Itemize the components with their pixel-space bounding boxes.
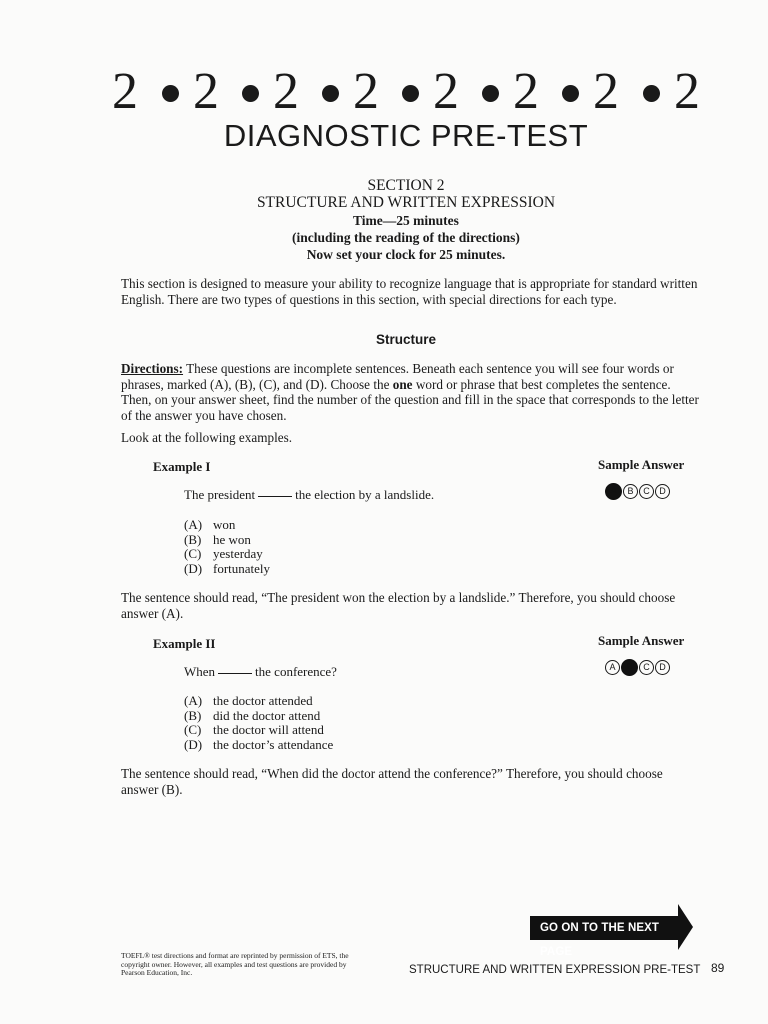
example-1-label: Example I bbox=[153, 459, 211, 474]
choice-text: the doctor’s attendance bbox=[213, 736, 334, 752]
banner-number: 2 bbox=[273, 63, 299, 120]
answer-blank bbox=[218, 673, 252, 674]
choice-item bbox=[184, 694, 333, 709]
example-1-answer-bubbles bbox=[605, 484, 670, 500]
example-2-sentence bbox=[184, 664, 337, 680]
choice-letter: (A) bbox=[184, 693, 203, 708]
choice-item bbox=[184, 738, 333, 753]
choice-letter: (C) bbox=[184, 546, 202, 562]
bubble-a: A bbox=[605, 660, 620, 675]
page-title: DIAGNOSTIC PRE-TEST bbox=[223, 118, 589, 153]
bubble-b: B bbox=[623, 484, 638, 499]
arrow-right-icon bbox=[678, 904, 693, 950]
answer-blank bbox=[258, 496, 292, 497]
choice-text: fortunately bbox=[213, 560, 271, 576]
banner-dot-icon bbox=[402, 85, 419, 102]
choice-item bbox=[184, 518, 270, 533]
directions-text: These questions are incomplete sentences. Beneath each sentence you will see four words or phrases, marked (A), (B), (C), and (D). Choose the bbox=[121, 361, 674, 392]
bubble-a: A bbox=[605, 483, 622, 500]
structure-heading: Structure bbox=[375, 332, 436, 347]
go-next-label: GO ON TO THE NEXT PAGE bbox=[530, 916, 680, 940]
choice-text: he won bbox=[213, 531, 251, 547]
sample-answer-label: Sample Answer bbox=[598, 457, 685, 472]
banner-number: 2 bbox=[353, 63, 379, 120]
bubble-d: D bbox=[655, 484, 670, 499]
choice-text: the doctor will attend bbox=[213, 722, 324, 738]
sample-answer-label: Sample Answer bbox=[598, 633, 685, 648]
directions-label: Directions: bbox=[121, 361, 184, 376]
banner-dot-icon bbox=[242, 85, 259, 102]
bubble-b: B bbox=[621, 659, 638, 676]
section-clock: Now set your clock for 25 minutes. bbox=[306, 247, 506, 262]
banner-dot-icon bbox=[322, 85, 339, 102]
directions-text: word or phrase that best completes the sentence. Then, on your answer sheet, find the number of the question and fill in the space that corresponds to the letter of the answer you have chosen. bbox=[121, 376, 699, 423]
example-1-sentence bbox=[184, 487, 434, 503]
choice-item bbox=[184, 709, 333, 724]
choice-item bbox=[184, 547, 270, 562]
look-text: Look at the following examples. bbox=[121, 430, 293, 445]
choice-item bbox=[184, 562, 270, 577]
sentence-part: The president bbox=[184, 487, 256, 502]
page-number: 89 bbox=[711, 961, 725, 975]
choice-letter: (B) bbox=[184, 707, 202, 723]
sentence-part: the conference? bbox=[255, 664, 337, 679]
bubble-c: C bbox=[639, 660, 654, 675]
choice-letter: (D) bbox=[184, 736, 203, 752]
directions-emphasis: one bbox=[392, 376, 413, 392]
example-1-explanation: The sentence should read, “The president won the election by a landslide.” Therefore, you should choose answer (A). bbox=[121, 590, 676, 621]
choice-letter: (B) bbox=[184, 531, 202, 547]
section-time: Time—25 minutes bbox=[353, 213, 459, 228]
choice-text: the doctor attended bbox=[213, 693, 313, 708]
section-including: (including the reading of the directions) bbox=[292, 230, 520, 245]
banner-dot-icon bbox=[643, 85, 660, 102]
banner-number: 2 bbox=[193, 63, 219, 120]
banner-number: 2 bbox=[593, 63, 619, 120]
sentence-part: the election by a landslide. bbox=[295, 487, 435, 502]
banner-dot-icon bbox=[162, 85, 179, 102]
directions-paragraph bbox=[121, 361, 701, 423]
banner-number: 2 bbox=[674, 63, 700, 120]
example-2-choices bbox=[184, 694, 333, 752]
choice-text: did the doctor attend bbox=[213, 707, 321, 723]
example-2-label: Example II bbox=[153, 636, 216, 651]
choice-item bbox=[184, 723, 333, 738]
section-subtitle: STRUCTURE AND WRITTEN EXPRESSION bbox=[256, 194, 556, 211]
intro-paragraph: This section is designed to measure your ability to recognize language that is appropriate for standard written English. There are two types of questions in this section, with special directions for each type. bbox=[121, 276, 698, 307]
example-2-answer-bubbles bbox=[605, 660, 670, 676]
bubble-c: C bbox=[639, 484, 654, 499]
choice-text: yesterday bbox=[213, 546, 263, 562]
example-1-choices bbox=[184, 518, 270, 576]
running-footer-title: STRUCTURE AND WRITTEN EXPRESSION PRE-TEST bbox=[409, 964, 701, 976]
banner-number: 2 bbox=[112, 63, 138, 120]
choice-letter: (D) bbox=[184, 560, 203, 576]
banner-number: 2 bbox=[513, 63, 539, 120]
section-number-banner bbox=[0, 62, 768, 122]
banner-dot-icon bbox=[562, 85, 579, 102]
example-2-explanation: The sentence should read, “When did the doctor attend the conference?” Therefore, you should choose answer (B). bbox=[121, 766, 663, 797]
choice-letter: (A) bbox=[184, 517, 203, 532]
copyright-footnote: TOEFL® test directions and format are reprinted by permission of ETS, the copyright owner. However, all examples and test questions are provided by Pearson Education, Inc. bbox=[121, 951, 349, 978]
bubble-d: D bbox=[655, 660, 670, 675]
go-next-page-arrow bbox=[530, 902, 692, 958]
choice-text: won bbox=[213, 517, 236, 532]
sentence-part: When bbox=[184, 664, 216, 679]
choice-item bbox=[184, 533, 270, 548]
banner-number: 2 bbox=[433, 63, 459, 120]
banner-dot-icon bbox=[482, 85, 499, 102]
section-name: SECTION 2 bbox=[367, 177, 445, 194]
choice-letter: (C) bbox=[184, 722, 202, 738]
